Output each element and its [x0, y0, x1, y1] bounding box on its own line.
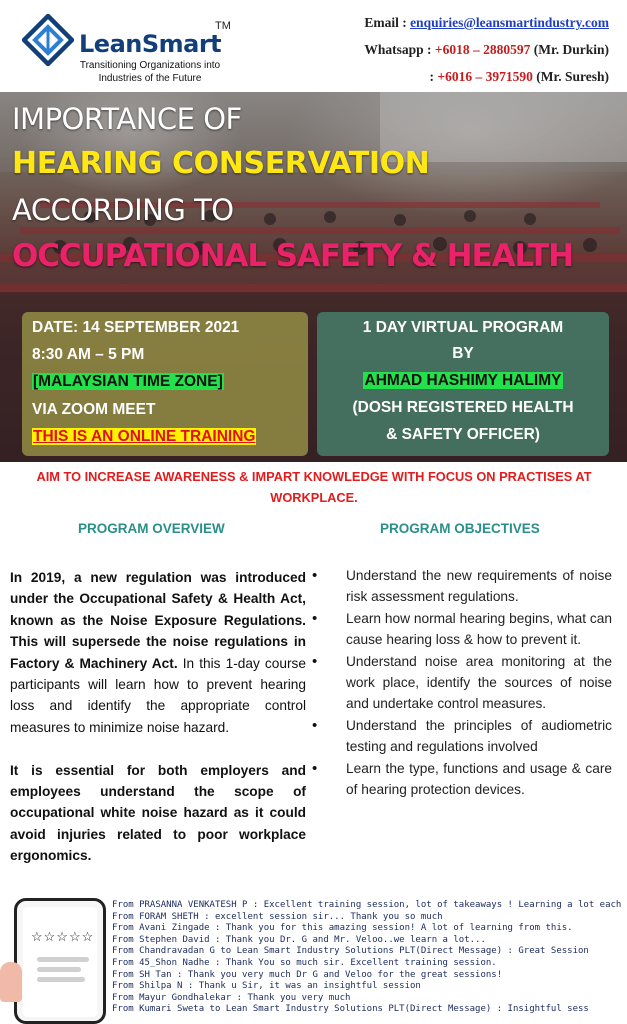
logo-name: LeanSmart — [79, 30, 222, 58]
trainer-name-highlight: AHMAD HASHIMY HALIMY — [364, 372, 562, 389]
banner-title-line-2: HEARING CONSERVATION — [12, 146, 430, 181]
hero-banner — [0, 92, 627, 462]
objective-item: • Understand the new requirements of noise risk assessment regulations. — [310, 565, 612, 608]
rating-stars-icon: ☆☆☆☆☆ — [31, 929, 95, 944]
chat-message: From Stephen David : Thank you Dr. G and Mr. Veloo..we learn a lot... — [112, 934, 486, 945]
chat-message: From Chandravadan G to Lean Smart Industry Solutions PLT(Direct Message) : Great Session — [112, 946, 589, 957]
whatsapp-prefix: : — [429, 69, 438, 84]
objective-item: • Learn how normal hearing begins, what can cause hearing loss & how to prevent it. — [310, 608, 612, 651]
program-by: BY — [452, 345, 474, 362]
whatsapp-label: Whatsapp : — [364, 42, 435, 57]
contact-info — [329, 13, 609, 94]
email-row — [329, 13, 609, 40]
aim-line-2: WORKPLACE. — [270, 490, 358, 505]
logo-trademark: TM — [215, 20, 231, 32]
tagline-line-1: Transitioning Organizations into — [79, 60, 221, 71]
event-platform: VIA ZOOM MEET — [32, 401, 156, 418]
review-line-icon — [37, 977, 85, 982]
tagline-line-2: Industries of the Future — [98, 73, 202, 84]
chat-message: From Shilpa N : Thank u Sir, it was an insightful session — [112, 981, 421, 992]
overview-p2-bold: It is essential for both employers and employees understand the scope of occupational white noise hazard as it could avoid injuries related to poor workplace ergonomics. — [10, 762, 306, 864]
finger-icon — [0, 962, 22, 1002]
program-length: 1 DAY VIRTUAL PROGRAM — [362, 319, 564, 336]
program-objectives-title: PROGRAM OBJECTIVES — [380, 521, 540, 536]
whatsapp-number-2[interactable]: +6016 – 3971590 — [437, 69, 533, 84]
phone-illustration — [14, 898, 106, 1024]
phone-screen — [23, 907, 97, 1017]
chat-message: From SH Tan : Thank you very much Dr G and Veloo for the great sessions! — [112, 969, 503, 980]
email-label: Email : — [364, 15, 411, 30]
program-overview — [10, 567, 306, 888]
chat-message: From Kumari Sweta to Lean Smart Industry Solutions PLT(Direct Message) : Insightful sess — [112, 1004, 589, 1015]
chat-message: From 45_Shon Nadhe : Thank You so much sir. Excellent training session. — [112, 957, 497, 968]
aim-line-1: AIM TO INCREASE AWARENESS & IMPART KNOWLEDGE WITH FOCUS ON PRACTISES AT — [36, 469, 592, 484]
timezone-highlight: [MALAYSIAN TIME ZONE] — [33, 373, 223, 390]
banner-title-line-4: OCCUPATIONAL SAFETY & HEALTH — [12, 238, 573, 274]
event-online-notice — [32, 428, 256, 446]
chat-message: From Avani Zingade : Thank you for this amazing session! A lot of learning from this. — [112, 923, 573, 934]
chat-message: From PRASANNA VENKATESH P : Excellent training session, lot of takeaways ! Learning a lot each — [112, 900, 622, 910]
trainer-card — [317, 312, 609, 456]
overview-paragraph-2 — [10, 760, 306, 867]
review-line-icon — [37, 957, 89, 962]
whatsapp-row-1 — [329, 40, 609, 67]
chat-message: From Mayur Gondhalekar : Thank you very much — [112, 992, 351, 1003]
whatsapp-contact-2: (Mr. Suresh) — [532, 69, 609, 84]
event-details-card — [22, 312, 308, 456]
overview-paragraph-1 — [10, 567, 306, 738]
event-timezone — [32, 373, 224, 391]
chat-log — [112, 900, 627, 1016]
logo-tagline — [70, 59, 230, 85]
event-date: DATE: 14 SEPTEMBER 2021 — [32, 319, 240, 336]
whatsapp-row-2 — [329, 67, 609, 94]
online-training-highlight: THIS IS AN ONLINE TRAINING — [33, 428, 256, 445]
objective-item: • Understand the principles of audiometric testing and regulations involved — [310, 715, 612, 758]
cube-logo-icon — [22, 14, 74, 66]
overview-p1-bold: In 2019, a new regulation was introduced under the Occupational Safety & Health Act, known as the Noise Exposure Regulations. This will supersede the noise regulations in Factory & Machinery Act. — [10, 570, 306, 671]
leansmart-logo[interactable] — [22, 12, 254, 90]
program-objectives-list — [310, 565, 612, 800]
trainer-credential-2: & SAFETY OFFICER) — [386, 426, 540, 443]
banner-title-line-3: ACCORDING TO — [12, 193, 234, 227]
review-line-icon — [37, 967, 81, 972]
header — [0, 0, 627, 92]
program-overview-title: PROGRAM OVERVIEW — [78, 521, 225, 536]
chat-message: From FORAM SHETH : excellent session sir... Thank you so much — [112, 911, 443, 922]
objective-item: • Understand noise area monitoring at the work place, identify the sources of noise and undertake control measures. — [310, 651, 612, 715]
whatsapp-contact-1: (Mr. Durkin) — [530, 42, 609, 57]
objective-item: • Learn the type, functions and usage & care of hearing protection devices. — [310, 758, 612, 801]
overview-p1-rest: In this 1-day course participants will learn how to prevent hearing loss and identify the appropriate control measures to minimize noise hazard. — [10, 655, 307, 735]
testimonials-strip — [0, 898, 627, 1024]
trainer-name — [317, 372, 609, 390]
whatsapp-number-1[interactable]: +6018 – 2880597 — [434, 42, 531, 57]
trainer-credential-1: (DOSH REGISTERED HEALTH — [352, 399, 574, 416]
banner-title-line-1: IMPORTANCE OF — [12, 102, 242, 136]
aim-statement — [14, 466, 614, 508]
event-time: 8:30 AM – 5 PM — [32, 346, 145, 363]
email-link[interactable]: enquiries@leansmartindustry.com — [410, 15, 609, 30]
